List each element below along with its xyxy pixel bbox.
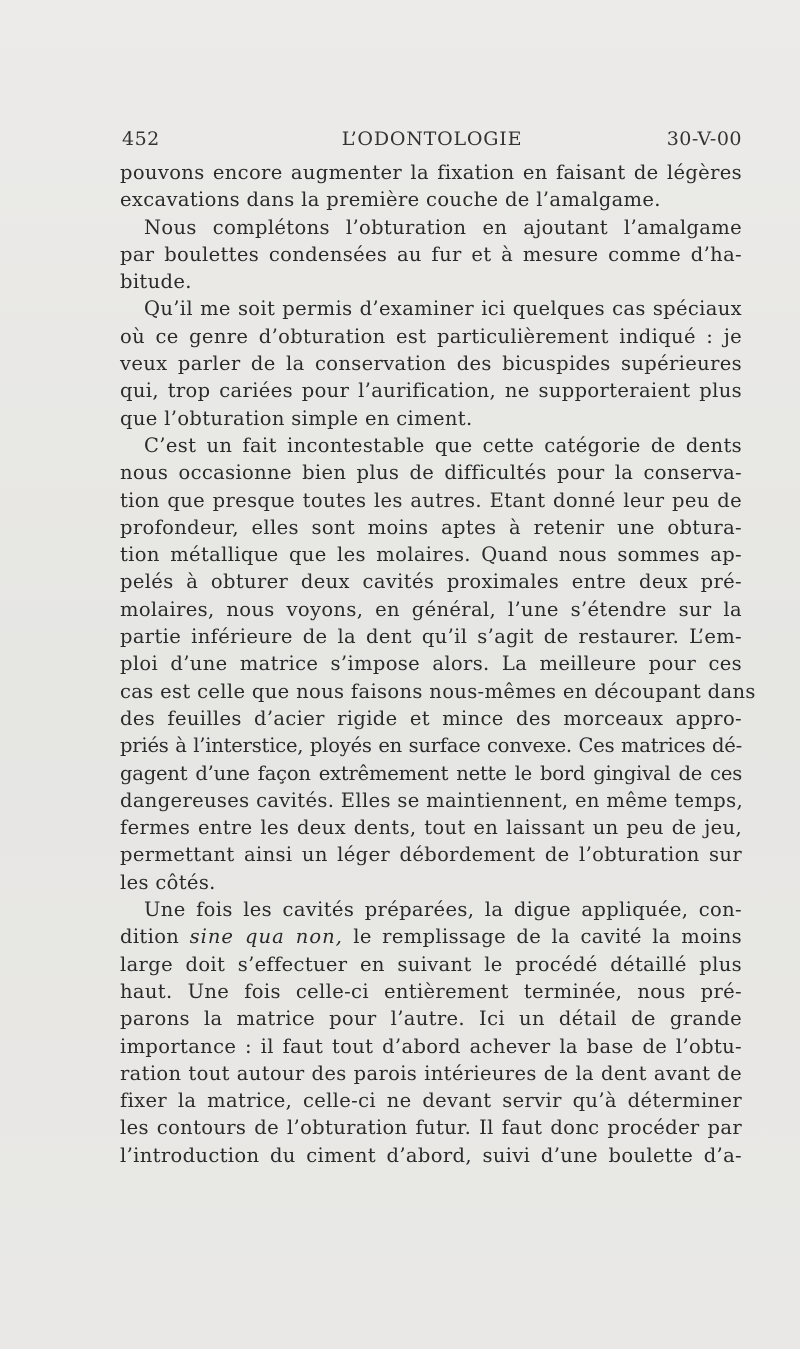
- text-line: bitude.: [120, 270, 192, 294]
- text-fragment: le remplissage de la cavité la moins: [353, 925, 742, 949]
- text-line: pelés à obturer deux cavités proximales entre deux pré-: [120, 570, 742, 594]
- text-line: ration tout autour des parois intérieures de la dent avant de: [120, 1061, 742, 1085]
- text-line: ploi d’une matrice s’impose alors. La meilleure pour ces: [120, 652, 742, 676]
- text-fragment: dition: [120, 925, 180, 949]
- text-line: C’est un fait incontestable que cette catégorie de dents: [144, 433, 742, 457]
- text-line: les côtés.: [120, 870, 216, 894]
- text-line: des feuilles d’acier rigide et mince des morceaux appro-: [120, 706, 742, 730]
- text-line: Nous complétons l’obturation en ajoutant l’amalgame: [144, 215, 742, 239]
- text-line: Qu’il me soit permis d’examiner ici quelques cas spéciaux: [144, 297, 742, 321]
- text-line: fixer la matrice, celle-ci ne devant servir qu’à déterminer: [120, 1089, 742, 1113]
- text-line: large doit s’effectuer en suivant le procédé détaillé plus: [120, 952, 742, 976]
- text-line: permettant ainsi un léger débordement de l’obturation sur: [120, 843, 742, 867]
- text-line: importance : il faut tout d’abord achever la base de l’obtu-: [120, 1034, 742, 1058]
- text-line: excavations dans la première couche de l’amalgame.: [120, 188, 661, 212]
- running-title: L’ODONTOLOGIE: [341, 128, 523, 150]
- text-line: parons la matrice pour l’autre. Ici un détail de grande: [120, 1007, 742, 1031]
- latin-phrase: sine qua non,: [189, 925, 343, 949]
- text-line: qui, trop cariées pour l’aurification, ne supporteraient plus: [120, 379, 742, 403]
- text-line: priés à l’interstice, ployés en surface convexe. Ces matrices dé-: [120, 734, 742, 758]
- text-line: pouvons encore augmenter la fixation en faisant de légères: [120, 161, 742, 184]
- text-line: par boulettes condensées au fur et à mesure comme d’ha-: [120, 242, 742, 266]
- text-line: gagent d’une façon extrêmement nette le bord gingival de ces: [120, 761, 742, 785]
- issue-date: 30-V-00: [666, 128, 742, 150]
- text-line: les contours de l’obturation futur. Il faut donc procéder par: [120, 1116, 742, 1140]
- running-header: [122, 128, 742, 156]
- text-line: Une fois les cavités préparées, la digue appliquée, con-: [144, 898, 742, 922]
- text-line: où ce genre d’obturation est particulièrement indiqué : je: [120, 324, 742, 348]
- text-line: tion que presque toutes les autres. Etant donné leur peu de: [120, 488, 742, 512]
- text-line: fermes entre les deux dents, tout en laissant un peu de jeu,: [120, 816, 742, 840]
- text-line: haut. Une fois celle-ci entièrement terminée, nous pré-: [120, 979, 742, 1003]
- page-number: 452: [122, 128, 160, 150]
- text-line-mixed: [120, 923, 742, 950]
- text-line: cas est celle que nous faisons nous-mêmes en découpant dans: [120, 679, 756, 703]
- text-line: partie inférieure de la dent qu’il s’agit de restaurer. L’em-: [120, 625, 742, 649]
- body-text: [120, 159, 756, 1169]
- text-line: molaires, nous voyons, en général, l’une s’étendre sur la: [120, 597, 742, 621]
- text-line: que l’obturation simple en ciment.: [120, 406, 473, 430]
- text-line: veux parler de la conservation des bicuspides supérieures: [120, 352, 742, 376]
- text-line: nous occasionne bien plus de difficultés pour la conserva-: [120, 461, 742, 485]
- text-line: dangereuses cavités. Elles se maintiennent, en même temps,: [120, 788, 744, 812]
- text-line: profondeur, elles sont moins aptes à retenir une obtura-: [120, 515, 742, 539]
- text-line: tion métallique que les molaires. Quand nous sommes ap-: [120, 543, 742, 567]
- text-line: l’introduction du ciment d’abord, suivi d’une boulette d’a-: [120, 1143, 742, 1167]
